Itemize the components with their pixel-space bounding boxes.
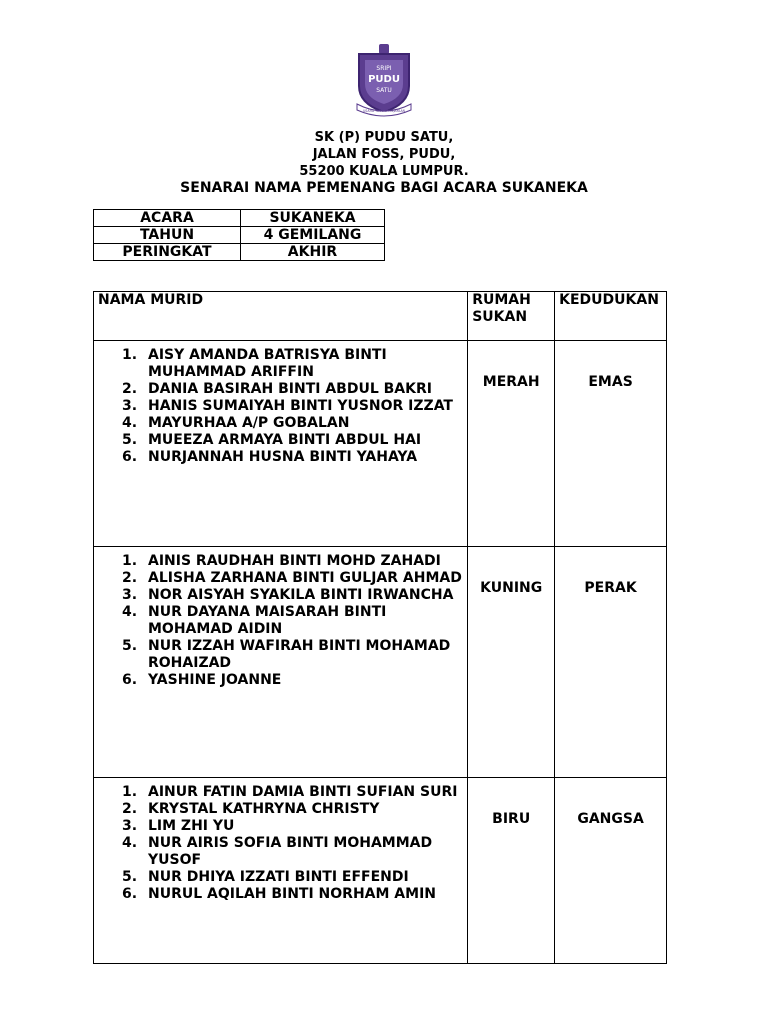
table-row [94, 778, 667, 964]
header-position: KEDUDUKAN [555, 292, 667, 341]
list-item: 4. MAYURHAA A/P GOBALAN [122, 415, 350, 431]
list-item: 4. NUR DAYANA MAISARAH BINTI MOHAMAD AIDIN [122, 604, 387, 637]
name-list [94, 341, 467, 466]
list-item: 2. DANIA BASIRAH BINTI ABDUL BAKRI [122, 381, 432, 397]
list-item: 1. AINUR FATIN DAMIA BINTI SUFIAN SURI [122, 784, 458, 800]
event-info-table [93, 209, 385, 261]
list-item: 1. AISY AMANDA BATRISYA BINTI MUHAMMAD ARIFFIN [122, 347, 387, 380]
name-list [94, 547, 467, 689]
school-name: SK (P) PUDU SATU, [314, 130, 454, 145]
list-item: 6. NURUL AQILAH BINTI NORHAM AMIN [122, 886, 436, 902]
list-item: 6. NURJANNAH HUSNA BINTI YAHAYA [122, 449, 418, 465]
names-cell [94, 778, 468, 964]
info-value: AKHIR [241, 244, 385, 261]
position-cell: GANGSA [555, 778, 667, 964]
info-row [94, 210, 385, 227]
table-header-row [94, 292, 667, 341]
list-item: 1. AINIS RAUDHAH BINTI MOHD ZAHADI [122, 553, 441, 569]
info-value: SUKANEKA [241, 210, 385, 227]
position-cell: EMAS [555, 341, 667, 547]
list-item: 3. NOR AISYAH SYAKILA BINTI IRWANCHA [122, 587, 454, 603]
list-item: 5. NUR DHIYA IZZATI BINTI EFFENDI [122, 869, 409, 885]
names-cell [94, 341, 468, 547]
list-item: 5. MUEEZA ARMAYA BINTI ABDUL HAI [122, 432, 422, 448]
table-row [94, 547, 667, 778]
list-item: 5. NUR IZZAH WAFIRAH BINTI MOHAMAD ROHAIZAD [122, 638, 451, 671]
list-item: 3. HANIS SUMAIYAH BINTI YUSNOR IZZAT [122, 398, 453, 414]
name-list [94, 778, 467, 903]
house-cell: KUNING [468, 547, 555, 778]
list-item: 4. NUR AIRIS SOFIA BINTI MOHAMMAD YUSOF [122, 835, 433, 868]
document-header [0, 129, 768, 197]
house-cell: MERAH [468, 341, 555, 547]
list-item: 2. KRYSTAL KATHRYNA CHRISTY [122, 801, 380, 817]
position-cell: PERAK [555, 547, 667, 778]
house-cell: BIRU [468, 778, 555, 964]
info-value: 4 GEMILANG [241, 227, 385, 244]
logo-motto: USAHA TANGGA KEJAYAAN [362, 109, 406, 113]
winners-table [93, 291, 667, 964]
address-line: JALAN FOSS, PUDU, [312, 147, 456, 162]
info-key: PERINGKAT [94, 244, 241, 261]
postcode-line: 55200 KUALA LUMPUR. [299, 164, 469, 179]
header-name: NAMA MURID [94, 292, 468, 341]
header-house: RUMAH SUKAN [468, 292, 555, 341]
list-item: 3. LIM ZHI YU [122, 818, 235, 834]
logo-text-sub: SATU [376, 87, 392, 94]
logo-text-main: PUDU [368, 74, 400, 85]
school-logo [355, 42, 413, 120]
document-title: SENARAI NAMA PEMENANG BAGI ACARA SUKANEKA [180, 180, 588, 196]
info-row [94, 227, 385, 244]
info-key: ACARA [94, 210, 241, 227]
logo-text-top: SRIPI [376, 65, 392, 72]
info-row [94, 244, 385, 261]
list-item: 2. ALISHA ZARHANA BINTI GULJAR AHMAD [122, 570, 462, 586]
list-item: 6. YASHINE JOANNE [122, 672, 282, 688]
names-cell [94, 547, 468, 778]
info-key: TAHUN [94, 227, 241, 244]
table-row [94, 341, 667, 547]
